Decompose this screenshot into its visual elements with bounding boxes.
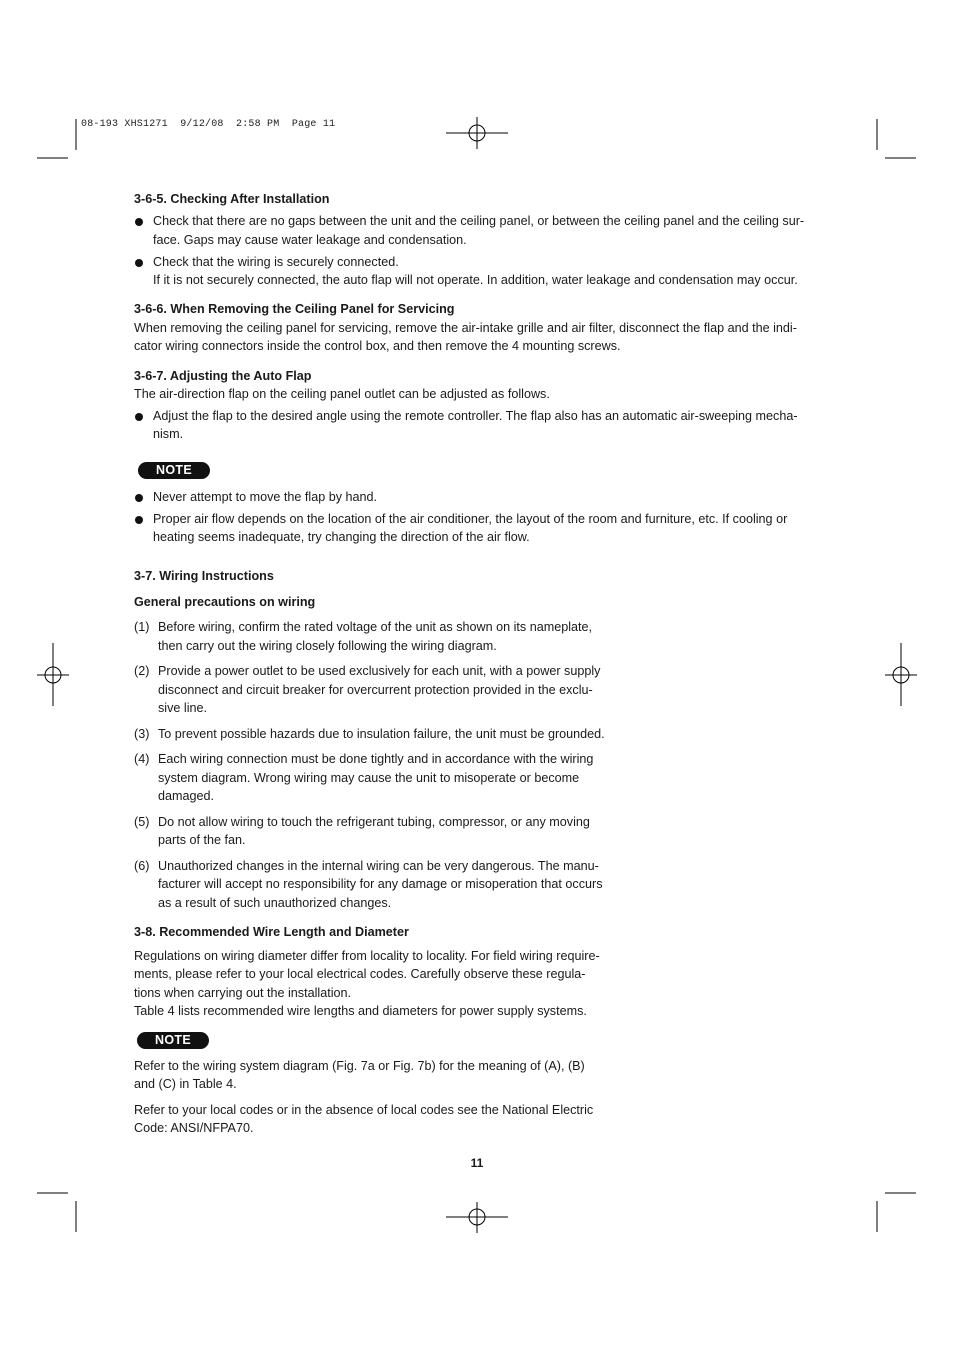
bullet-text: Adjust the flap to the desired angle using the remote controller. The flap also has an automatic air-sweeping mecha- <box>153 409 798 423</box>
section-heading-3-6-7: 3-6-7. Adjusting the Auto Flap <box>134 369 312 383</box>
paragraph-line: tions when carrying out the installation. <box>134 986 352 1000</box>
bullet-text: Check that the wiring is securely connected. <box>153 255 399 269</box>
section-heading-3-6-5: 3-6-5. Checking After Installation <box>134 192 330 206</box>
item-text: Provide a power outlet to be used exclusively for each unit, with a power supply <box>158 664 601 678</box>
paragraph-line: When removing the ceiling panel for servicing, remove the air-intake grille and air filter, disconnect the flap and the indi- <box>134 321 797 335</box>
item-text: Do not allow wiring to touch the refrigerant tubing, compressor, or any moving <box>158 815 590 829</box>
paragraph-line: Refer to your local codes or in the absence of local codes see the National Electric <box>134 1103 594 1117</box>
paragraph-line: The air-direction flap on the ceiling panel outlet can be adjusted as follows. <box>134 387 550 401</box>
item-text: Before wiring, confirm the rated voltage of the unit as shown on its nameplate, <box>158 620 593 634</box>
item-text: as a result of such unauthorized changes. <box>158 896 392 910</box>
bullet-icon <box>135 218 143 226</box>
item-text: Unauthorized changes in the internal wiring can be very dangerous. The manu- <box>158 859 599 873</box>
note-badge: NOTE <box>137 1032 209 1049</box>
bullet-icon <box>135 259 143 267</box>
item-text: Each wiring connection must be done tightly and in accordance with the wiring <box>158 752 594 766</box>
section-heading-3-6-6: 3-6-6. When Removing the Ceiling Panel for Servicing <box>134 302 455 316</box>
bullet-text: nism. <box>153 427 184 441</box>
paragraph-line: cator wiring connectors inside the control box, and then remove the 4 mounting screws. <box>134 339 621 353</box>
item-number: (1) <box>134 620 150 634</box>
item-number: (3) <box>134 727 150 741</box>
subheading: General precautions on wiring <box>134 595 316 609</box>
note-badge: NOTE <box>138 462 210 479</box>
item-number: (2) <box>134 664 150 678</box>
print-slug: 08-193 XHS1271 9/12/08 2:58 PM Page 11 <box>81 119 336 130</box>
paragraph-line: Table 4 lists recommended wire lengths and diameters for power supply systems. <box>134 1004 587 1018</box>
bullet-text: heating seems inadequate, try changing the direction of the air flow. <box>153 530 530 544</box>
bullet-icon <box>135 413 143 421</box>
paragraph-line: ments, please refer to your local electrical codes. Carefully observe these regula- <box>134 967 586 981</box>
paragraph-line: Refer to the wiring system diagram (Fig. 7a or Fig. 7b) for the meaning of (A), (B) <box>134 1059 585 1073</box>
item-text: To prevent possible hazards due to insulation failure, the unit must be grounded. <box>158 727 605 741</box>
bullet-icon <box>135 494 143 502</box>
item-text: then carry out the wiring closely following the wiring diagram. <box>158 639 497 653</box>
page-number: 11 <box>470 1156 484 1170</box>
paragraph-line: Regulations on wiring diameter differ from locality to locality. For field wiring require- <box>134 949 600 963</box>
bullet-text: Proper air flow depends on the location of the air conditioner, the layout of the room and furniture, etc. If cooling or <box>153 512 788 526</box>
item-text: facturer will accept no responsibility for any damage or misoperation that occurs <box>158 877 603 891</box>
item-text: system diagram. Wrong wiring may cause the unit to misoperate or become <box>158 771 580 785</box>
section-heading-3-7: 3-7. Wiring Instructions <box>134 569 274 583</box>
item-text: parts of the fan. <box>158 833 246 847</box>
item-text: sive line. <box>158 701 207 715</box>
item-text: damaged. <box>158 789 215 803</box>
paragraph-line: and (C) in Table 4. <box>134 1077 237 1091</box>
item-number: (6) <box>134 859 150 873</box>
section-heading-3-8: 3-8. Recommended Wire Length and Diameter <box>134 925 409 939</box>
bullet-icon <box>135 516 143 524</box>
bullet-text: If it is not securely connected, the auto flap will not operate. In addition, water leakage and condensation may occur. <box>153 273 798 287</box>
item-number: (5) <box>134 815 150 829</box>
paragraph-line: Code: ANSI/NFPA70. <box>134 1121 254 1135</box>
bullet-text: Never attempt to move the flap by hand. <box>153 490 378 504</box>
item-text: disconnect and circuit breaker for overcurrent protection provided in the exclu- <box>158 683 593 697</box>
bullet-text: Check that there are no gaps between the unit and the ceiling panel, or between the ceiling panel and the ceiling sur- <box>153 214 805 228</box>
bullet-text: face. Gaps may cause water leakage and condensation. <box>153 233 467 247</box>
item-number: (4) <box>134 752 150 766</box>
